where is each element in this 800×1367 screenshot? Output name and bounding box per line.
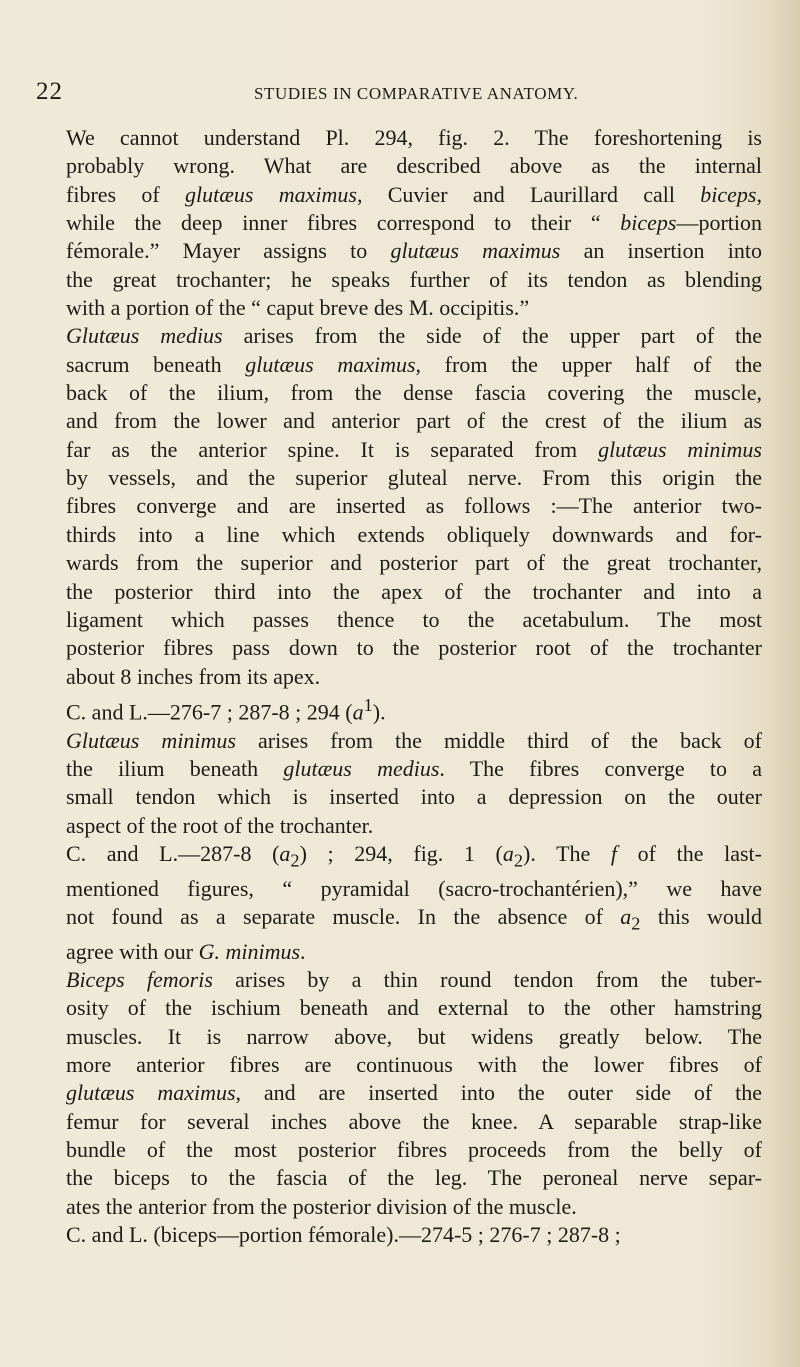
text-line: C. and L.—287-8 $(a_2)$ ; 294, fig. 1 $(a_2)$. The f of the last- <box>66 840 762 871</box>
body-text <box>66 124 762 1250</box>
text-line: Glutæus medius arises from the side of the upper part of the <box>66 323 762 349</box>
text-line: bundle of the most posterior fibres proceeds from the belly of <box>66 1137 762 1163</box>
text-line: back of the ilium, from the dense fascia covering the muscle, <box>66 380 762 406</box>
text-line: posterior fibres pass down to the posterior root of the trochanter <box>66 635 762 661</box>
text-line: fibres of glutæus maximus, Cuvier and Laurillard call biceps, <box>66 181 762 207</box>
text-line: and from the lower and anterior part of the crest of the ilium as <box>66 408 762 434</box>
page-number: 22 <box>36 78 63 105</box>
text-line: ligament which passes thence to the acetabulum. The most <box>66 606 762 632</box>
text-line: aspect of the root of the trochanter. <box>66 812 374 838</box>
text-line: while the deep inner fibres correspond to their “ biceps—portion <box>66 210 762 236</box>
text-line: the biceps to the fascia of the leg. The peroneal nerve separ- <box>66 1165 762 1191</box>
text-line: muscles. It is narrow above, but widens greatly below. The <box>66 1023 762 1049</box>
text-line: with a portion of the “ caput breve des M. occipitis.” <box>66 295 530 321</box>
text-line: more anterior fibres are continuous with the lower fibres of <box>66 1052 762 1078</box>
text-line: Biceps femoris arises by a thin round tendon from the tuber- <box>66 967 762 993</box>
text-line: thirds into a line which extends obliquely downwards and for- <box>66 521 762 547</box>
page-header <box>36 78 756 108</box>
text-line: the great trochanter; he speaks further of its tendon as blending <box>66 266 762 292</box>
text-line: osity of the ischium beneath and external to the other hamstring <box>66 995 762 1021</box>
text-line: We cannot understand Pl. 294, fig. 2. The foreshortening is <box>66 125 762 150</box>
text-line: small tendon which is inserted into a depression on the outer <box>66 784 762 810</box>
text-line: the posterior third into the apex of the trochanter and into a <box>66 578 762 604</box>
text-line: far as the anterior spine. It is separated from glutæus minimus <box>66 436 762 462</box>
text-line: about 8 inches from its apex. <box>66 663 321 689</box>
text-line: Glutæus minimus arises from the middle third of the back of <box>66 727 762 753</box>
text-line: fémorale.” Mayer assigns to glutæus maximus an insertion into <box>66 238 762 264</box>
text-line: by vessels, and the superior gluteal nerve. From this origin the <box>66 465 762 491</box>
running-head: STUDIES IN COMPARATIVE ANATOMY. <box>254 84 579 103</box>
text-line: C. and L.—276-7 ; 287-8 ; 294 $(a^1)$. <box>66 694 386 725</box>
text-line: probably wrong. What are described above as the internal <box>66 153 762 179</box>
text-line: C. and L. (biceps—portion fémorale).—274-5 ; 276-7 ; 287-8 ; <box>66 1222 621 1248</box>
text-line: ates the anterior from the posterior division of the muscle. <box>66 1193 577 1219</box>
text-line: glutæus maximus, and are inserted into the outer side of the <box>66 1080 762 1106</box>
text-line: fibres converge and are inserted as follows :—The anterior two- <box>66 493 762 519</box>
text-line: agree with our G. minimus. <box>66 938 306 964</box>
text-line: not found as a separate muscle. In the absence of $a_2$ this would <box>66 904 762 934</box>
text-line: the ilium beneath glutæus medius. The fibres converge to a <box>66 755 762 781</box>
text-line: wards from the superior and posterior part of the great trochanter, <box>66 550 762 576</box>
text-line: mentioned figures, “ pyramidal (sacro-trochantérien),” we have <box>66 875 762 901</box>
text-line: sacrum beneath glutæus maximus, from the upper half of the <box>66 351 762 377</box>
text-line: femur for several inches above the knee. A separable strap-like <box>66 1108 762 1134</box>
